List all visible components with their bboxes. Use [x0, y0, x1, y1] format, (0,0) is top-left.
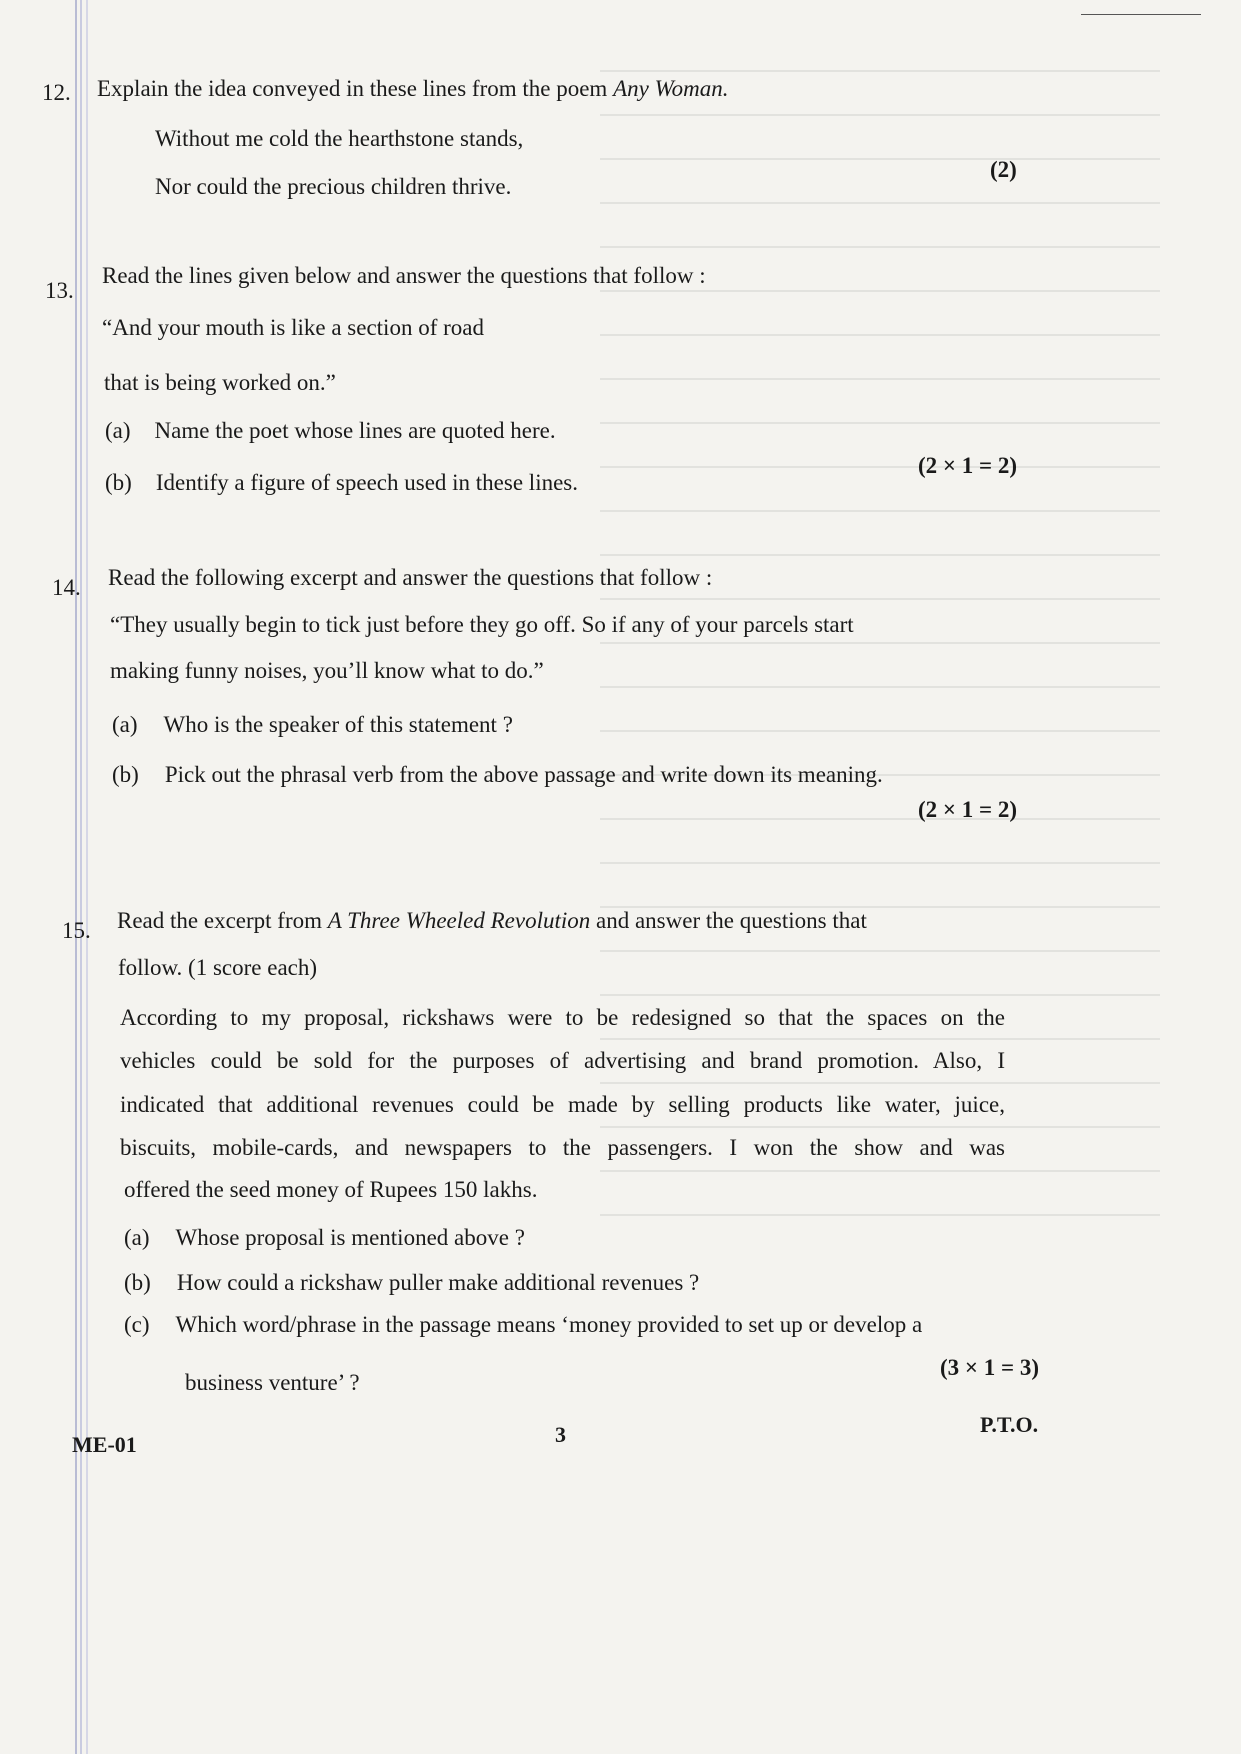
marks: (2 × 1 = 2): [918, 453, 1018, 478]
paper-code: ME-01: [72, 1432, 137, 1457]
sub-question-b: [105, 470, 578, 496]
question-number: 15.: [62, 918, 91, 943]
sub-label: (a): [112, 712, 138, 737]
sub-label: (a): [124, 1225, 150, 1250]
marks: (3 × 1 = 3): [940, 1355, 1040, 1380]
sub-question-b: [112, 762, 883, 788]
sub-text: How could a rickshaw puller make additional revenues ?: [176, 1270, 700, 1295]
question-prompt: [97, 76, 728, 102]
prompt-text-end: and answer the questions that: [590, 908, 867, 933]
question-number: 12.: [42, 80, 71, 105]
passage-line-2: vehicles could be sold for the purposes of advertising and brand promotion. Also, I: [120, 1048, 1005, 1073]
prompt-text: Explain the idea conveyed in these lines from the poem: [97, 76, 614, 101]
question-number: 13.: [45, 278, 74, 303]
sub-text: Pick out the phrasal verb from the above passage and write down its meaning.: [164, 762, 883, 787]
sub-text: Identify a figure of speech used in these lines.: [155, 470, 578, 495]
sub-label: (b): [124, 1270, 151, 1295]
poem-title: Any Woman.: [613, 76, 729, 101]
prompt-text: Read the excerpt from: [117, 908, 328, 933]
top-rule: [1081, 14, 1201, 15]
passage-line-3: indicated that additional revenues could be made by selling products like water, juice,: [120, 1092, 1005, 1117]
poem-line-1: Without me cold the hearthstone stands,: [155, 126, 524, 151]
excerpt-title: A Three Wheeled Revolution: [327, 908, 591, 933]
question-prompt: [117, 908, 867, 934]
sub-label: (b): [105, 470, 132, 495]
page-number: 3: [555, 1422, 566, 1447]
sub-question-c-continued: business venture’ ?: [185, 1370, 360, 1395]
question-prompt-2: follow. (1 score each): [118, 955, 318, 980]
margin-rule-2: [80, 0, 82, 1754]
sub-label: (a): [105, 418, 131, 443]
sub-text: Name the poet whose lines are quoted here.: [154, 418, 556, 443]
margin-rule-3: [86, 0, 88, 1754]
sub-question-a: [124, 1225, 525, 1251]
quote-line-2: making funny noises, you’ll know what to do.”: [110, 658, 544, 683]
sub-text: Whose proposal is mentioned above ?: [175, 1225, 525, 1250]
passage-line-4: biscuits, mobile-cards, and newspapers to the passengers. I won the show and was: [120, 1135, 1005, 1160]
sub-label: (c): [124, 1312, 150, 1337]
quote-line-1: “They usually begin to tick just before they go off. So if any of your parcels start: [110, 612, 854, 637]
marks: (2): [990, 157, 1017, 182]
quote-line-2: that is being worked on.”: [104, 370, 336, 395]
quote-line-1: “And your mouth is like a section of road: [102, 315, 484, 340]
question-prompt: Read the lines given below and answer the questions that follow :: [102, 263, 706, 288]
poem-line-2: Nor could the precious children thrive.: [155, 174, 512, 199]
sub-label: (b): [112, 762, 139, 787]
sub-question-a: [105, 418, 556, 444]
sub-text: Which word/phrase in the passage means ‘money provided to set up or develop a: [175, 1312, 923, 1337]
please-turn-over: P.T.O.: [980, 1412, 1039, 1437]
sub-question-c: [124, 1312, 922, 1338]
question-prompt: Read the following excerpt and answer the questions that follow :: [108, 565, 713, 590]
passage-line-1: According to my proposal, rickshaws were to be redesigned so that the spaces on the: [120, 1005, 1005, 1030]
question-number: 14.: [52, 575, 81, 600]
sub-text: Who is the speaker of this statement ?: [163, 712, 513, 737]
sub-question-a: [112, 712, 513, 738]
passage-line-5: offered the seed money of Rupees 150 lakhs.: [124, 1177, 538, 1202]
sub-question-b: [124, 1270, 699, 1296]
marks: (2 × 1 = 2): [918, 797, 1018, 822]
margin-rule-1: [75, 0, 77, 1754]
